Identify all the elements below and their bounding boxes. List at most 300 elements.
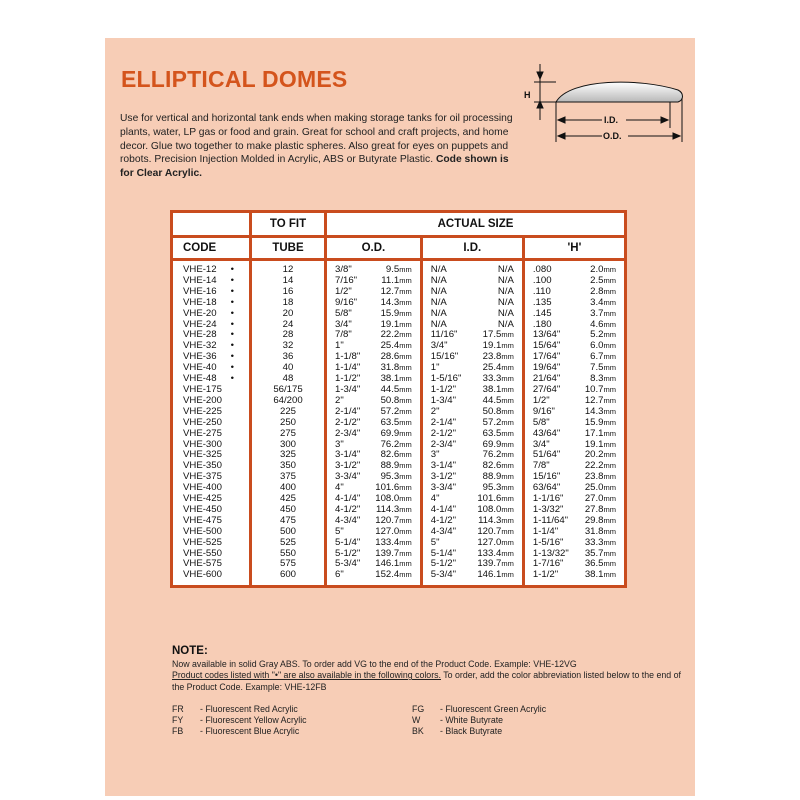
od-fraction-cell bbox=[326, 429, 367, 440]
mm-unit: mm bbox=[399, 439, 412, 449]
od-mm: 108.0 bbox=[375, 493, 400, 505]
id-fraction-cell bbox=[421, 396, 469, 407]
color-list-right bbox=[412, 704, 546, 738]
id-mm: 133.4 bbox=[477, 547, 502, 559]
row-code: VHE-20 bbox=[183, 307, 217, 319]
h-mm: 2.0 bbox=[590, 264, 604, 275]
mm-unit: mm bbox=[501, 515, 514, 525]
mm-unit: mm bbox=[399, 504, 412, 514]
mm-unit: mm bbox=[501, 483, 514, 493]
od-mm: 38.1 bbox=[380, 373, 400, 385]
tube-cell bbox=[251, 570, 326, 586]
id-mm: 95.3 bbox=[482, 482, 502, 494]
id-fraction: N/A bbox=[430, 296, 447, 308]
mm-unit: mm bbox=[399, 319, 412, 329]
row-dot: • bbox=[230, 318, 234, 330]
id-mm: 108.0 bbox=[477, 503, 502, 515]
mm-unit: mm bbox=[501, 384, 514, 394]
od-fraction: 9/16" bbox=[335, 296, 358, 308]
mm-unit: mm bbox=[501, 537, 514, 547]
od-mm: 14.3 bbox=[380, 296, 400, 308]
description-bold-note: Code shown is for Clear Acrylic. bbox=[120, 154, 509, 180]
h-fraction-cell bbox=[523, 450, 577, 461]
od-fraction: 2-3/4" bbox=[335, 427, 361, 439]
od-fraction-cell bbox=[326, 559, 367, 570]
h-fraction: .145 bbox=[532, 307, 552, 319]
od-fraction: 5-1/2" bbox=[335, 547, 361, 559]
mm-unit: mm bbox=[501, 406, 514, 416]
id-mm: 88.9 bbox=[482, 471, 502, 483]
row-code: VHE-14 bbox=[183, 274, 217, 286]
mm-unit: mm bbox=[603, 483, 616, 493]
id-mm: 82.6 bbox=[482, 460, 502, 472]
mm-unit: mm bbox=[399, 548, 412, 558]
h-mm: 31.8 bbox=[584, 525, 604, 537]
table-body bbox=[172, 260, 626, 587]
h-mm: 17.1 bbox=[584, 427, 604, 439]
row-code: VHE-325 bbox=[183, 449, 222, 461]
od-fraction: 3-3/4" bbox=[335, 471, 361, 483]
h-fraction: 1-11/64" bbox=[532, 514, 569, 526]
id-fraction: 2" bbox=[430, 405, 440, 417]
mm-unit: mm bbox=[501, 472, 514, 482]
mm-unit: mm bbox=[399, 352, 412, 362]
row-tube: 16 bbox=[282, 285, 294, 297]
mm-unit: mm bbox=[603, 417, 616, 427]
color-label: - Fluorescent Blue Acrylic bbox=[200, 726, 300, 737]
h-fraction: 3/4" bbox=[532, 438, 550, 450]
mm-unit: mm bbox=[501, 548, 514, 558]
od-mm: 152.4 bbox=[375, 569, 400, 581]
od-mm: 57.2 bbox=[380, 405, 400, 417]
id-fraction: 4-3/4" bbox=[430, 525, 457, 537]
mm-unit: mm bbox=[603, 428, 616, 438]
row-code: VHE-550 bbox=[183, 547, 222, 559]
mm-unit: mm bbox=[399, 374, 412, 384]
id-fraction: 1-5/16" bbox=[430, 373, 462, 385]
tofit-header: TO FIT bbox=[251, 212, 326, 237]
od-mm: 63.5 bbox=[380, 416, 400, 428]
row-dot: • bbox=[230, 373, 234, 385]
row-tube: 425 bbox=[279, 493, 296, 505]
h-fraction-cell bbox=[523, 260, 577, 276]
od-fraction: 3/8" bbox=[335, 264, 352, 275]
row-code: VHE-475 bbox=[183, 514, 222, 526]
id-header: I.D. bbox=[421, 237, 523, 260]
h-mm: 10.7 bbox=[584, 383, 604, 395]
mm-unit: mm bbox=[603, 559, 616, 569]
row-tube: 375 bbox=[279, 471, 296, 483]
mm-unit: mm bbox=[603, 374, 616, 384]
row-code: VHE-600 bbox=[183, 569, 222, 581]
color-option bbox=[412, 726, 546, 737]
row-code: VHE-40 bbox=[183, 362, 217, 374]
id-fraction: 1-1/2" bbox=[430, 383, 457, 395]
mm-unit: mm bbox=[603, 439, 616, 449]
code-header-spacer bbox=[172, 212, 251, 237]
id-fraction-cell bbox=[421, 527, 469, 538]
row-tube: 550 bbox=[279, 547, 296, 559]
od-fraction-cell bbox=[326, 472, 367, 483]
row-tube: 48 bbox=[282, 373, 294, 385]
color-label: - Black Butyrate bbox=[440, 726, 503, 737]
mm-unit: mm bbox=[603, 406, 616, 416]
id-mm-cell bbox=[469, 260, 524, 276]
mm-unit: mm bbox=[603, 265, 616, 274]
row-code: VHE-400 bbox=[183, 482, 222, 494]
h-mm: 2.8 bbox=[590, 285, 604, 297]
mm-unit: mm bbox=[603, 330, 616, 340]
id-mm: 23.8 bbox=[482, 351, 502, 363]
h-mm: 4.6 bbox=[590, 318, 604, 330]
mm-unit: mm bbox=[399, 494, 412, 504]
color-label: - Fluorescent Yellow Acrylic bbox=[200, 715, 307, 726]
od-fraction: 6" bbox=[335, 569, 344, 581]
row-code: VHE-300 bbox=[183, 438, 222, 450]
id-fraction: 3-1/2" bbox=[430, 471, 457, 483]
row-tube: 300 bbox=[279, 438, 296, 450]
color-abbreviation: W bbox=[412, 715, 421, 726]
h-fraction: 9/16" bbox=[532, 405, 555, 417]
od-fraction: 1-1/4" bbox=[335, 362, 361, 374]
h-mm: 23.8 bbox=[584, 471, 604, 483]
od-mm: 44.5 bbox=[380, 383, 400, 395]
h-mm: 6.0 bbox=[590, 340, 604, 352]
mm-unit: mm bbox=[399, 515, 412, 525]
od-fraction: 4-3/4" bbox=[335, 514, 361, 526]
row-tube: 36 bbox=[282, 351, 294, 363]
mm-unit: mm bbox=[501, 395, 514, 405]
id-mm: 76.2 bbox=[482, 449, 502, 461]
h-fraction: 21/64" bbox=[532, 373, 561, 385]
tube-cell bbox=[251, 260, 326, 276]
row-dot: • bbox=[230, 329, 234, 341]
id-fraction: 1-3/4" bbox=[430, 394, 457, 406]
id-mm: 38.1 bbox=[482, 383, 502, 395]
mm-unit: mm bbox=[603, 504, 616, 514]
id-fraction-cell bbox=[421, 440, 469, 451]
h-arrow-top bbox=[537, 72, 543, 79]
od-mm: 88.9 bbox=[380, 460, 400, 472]
row-tube: 450 bbox=[279, 503, 296, 515]
row-tube: 12 bbox=[282, 264, 294, 275]
mm-unit: mm bbox=[501, 363, 514, 373]
row-code: VHE-225 bbox=[183, 405, 222, 417]
id-mm: 114.3 bbox=[478, 514, 502, 526]
color-abbreviation: FB bbox=[172, 726, 184, 737]
od-mm: 25.4 bbox=[380, 340, 400, 352]
id-mm: 17.5 bbox=[482, 329, 502, 341]
row-code: VHE-12 bbox=[183, 264, 217, 275]
mm-unit: mm bbox=[399, 461, 412, 471]
h-fraction-cell bbox=[523, 570, 577, 586]
note-line-colors bbox=[172, 670, 682, 693]
od-fraction-cell bbox=[326, 260, 367, 276]
od-mm: 95.3 bbox=[380, 471, 400, 483]
row-dot: • bbox=[230, 264, 234, 275]
row-code: VHE-175 bbox=[183, 383, 222, 395]
row-tube: 350 bbox=[279, 460, 296, 472]
mm-unit: mm bbox=[501, 374, 514, 384]
od-fraction-cell bbox=[326, 385, 367, 396]
h-fraction: 1-5/16" bbox=[532, 536, 564, 548]
id-mm: 127.0 bbox=[477, 536, 502, 548]
od-mm: 120.7 bbox=[375, 514, 400, 526]
id-mm: 44.5 bbox=[482, 394, 502, 406]
row-tube: 575 bbox=[279, 558, 296, 570]
color-list-left bbox=[172, 704, 307, 738]
od-fraction: 3-1/4" bbox=[335, 449, 361, 461]
mm-unit: mm bbox=[399, 384, 412, 394]
id-mm: N/A bbox=[497, 264, 514, 275]
row-code: VHE-28 bbox=[183, 329, 217, 341]
mm-unit: mm bbox=[603, 450, 616, 460]
h-header: 'H' bbox=[523, 237, 625, 260]
od-mm: 9.5 bbox=[385, 264, 400, 275]
mm-unit: mm bbox=[603, 363, 616, 373]
od-mm: 15.9 bbox=[380, 307, 400, 319]
mm-unit: mm bbox=[399, 275, 412, 285]
id-label: I.D. bbox=[604, 115, 619, 125]
color-abbreviation: FR bbox=[172, 704, 184, 714]
od-header: O.D. bbox=[326, 237, 422, 260]
od-fraction: 3/4" bbox=[335, 318, 352, 330]
od-mm: 82.6 bbox=[380, 449, 400, 461]
mm-unit: mm bbox=[603, 395, 616, 405]
row-dot: • bbox=[230, 307, 234, 319]
od-fraction: 2-1/2" bbox=[335, 416, 361, 428]
mm-unit: mm bbox=[399, 537, 412, 547]
id-fraction: 5-1/4" bbox=[430, 547, 457, 559]
od-fraction: 5-1/4" bbox=[335, 536, 361, 548]
id-fraction: 4" bbox=[430, 493, 440, 505]
mm-unit: mm bbox=[603, 526, 616, 536]
mm-unit: mm bbox=[501, 450, 514, 460]
mm-unit: mm bbox=[501, 526, 514, 536]
od-fraction: 1-1/2" bbox=[335, 373, 361, 385]
id-mm-cell bbox=[469, 276, 524, 287]
id-mm: N/A bbox=[497, 307, 514, 319]
h-fraction: 15/64" bbox=[532, 340, 561, 352]
color-abbreviation: BK bbox=[412, 726, 424, 737]
row-dot: • bbox=[230, 296, 234, 308]
h-fraction: 27/64" bbox=[532, 383, 561, 395]
h-fraction: 13/64" bbox=[532, 329, 561, 341]
id-mm: N/A bbox=[497, 285, 514, 297]
h-fraction: 1-1/2" bbox=[532, 569, 559, 581]
od-mm: 22.2 bbox=[380, 329, 400, 341]
note-title: NOTE: bbox=[172, 645, 208, 657]
id-mm: 50.8 bbox=[482, 405, 502, 417]
row-dot: • bbox=[230, 340, 234, 352]
h-fraction: 1-7/16" bbox=[532, 558, 564, 570]
h-mm: 35.7 bbox=[584, 547, 604, 559]
mm-unit: mm bbox=[603, 384, 616, 394]
id-mm-cell bbox=[469, 309, 524, 320]
id-fraction: 4-1/4" bbox=[430, 503, 457, 515]
id-fraction-cell bbox=[421, 570, 469, 586]
id-fraction: 5-1/2" bbox=[430, 558, 457, 570]
h-fraction: 1-1/4" bbox=[532, 525, 559, 537]
h-fraction: 19/64" bbox=[532, 362, 561, 374]
h-fraction: 63/64" bbox=[532, 482, 561, 494]
id-fraction: N/A bbox=[430, 285, 447, 297]
code-cell bbox=[172, 570, 251, 586]
dome-dimension-diagram bbox=[520, 50, 690, 160]
mm-unit: mm bbox=[603, 537, 616, 547]
mm-unit: mm bbox=[399, 363, 412, 373]
row-code: VHE-32 bbox=[183, 340, 217, 352]
mm-unit: mm bbox=[603, 472, 616, 482]
row-tube: 40 bbox=[282, 362, 294, 374]
id-fraction: 2-1/2" bbox=[430, 427, 457, 439]
od-mm: 50.8 bbox=[380, 394, 400, 406]
id-fraction: 3-1/4" bbox=[430, 460, 457, 472]
row-tube: 225 bbox=[279, 405, 296, 417]
row-dot: • bbox=[230, 274, 234, 286]
h-mm: 38.1 bbox=[584, 569, 604, 581]
mm-unit: mm bbox=[399, 341, 412, 351]
od-fraction: 3-1/2" bbox=[335, 460, 361, 472]
row-code: VHE-375 bbox=[183, 471, 222, 483]
row-tube: 18 bbox=[282, 296, 294, 308]
color-option bbox=[412, 704, 546, 715]
h-mm: 27.0 bbox=[584, 493, 604, 505]
note-underlined-text: Product codes listed with "•" are also available in the following colors. bbox=[172, 670, 441, 681]
od-fraction: 2-1/4" bbox=[335, 405, 361, 417]
id-mm: 25.4 bbox=[482, 362, 502, 374]
row-code: VHE-350 bbox=[183, 460, 222, 472]
h-fraction: .180 bbox=[532, 318, 552, 330]
h-fraction: 1-1/16" bbox=[532, 493, 564, 505]
od-fraction: 4-1/2" bbox=[335, 503, 361, 515]
od-fraction: 1-1/8" bbox=[335, 351, 361, 363]
od-fraction-cell bbox=[326, 330, 367, 341]
od-mm: 76.2 bbox=[380, 438, 400, 450]
color-label: - Fluorescent Green Acrylic bbox=[440, 704, 547, 714]
h-fraction: .080 bbox=[532, 264, 552, 275]
row-tube: 600 bbox=[279, 569, 296, 581]
id-mm: 33.3 bbox=[482, 373, 502, 385]
od-mm: 19.1 bbox=[380, 318, 400, 330]
row-tube: 28 bbox=[282, 329, 294, 341]
mm-unit: mm bbox=[501, 428, 514, 438]
id-fraction: N/A bbox=[430, 264, 447, 275]
table-row bbox=[172, 570, 626, 586]
id-mm: 63.5 bbox=[482, 427, 502, 439]
h-mm: 25.0 bbox=[584, 482, 604, 494]
id-mm: 69.9 bbox=[482, 438, 502, 450]
mm-unit: mm bbox=[399, 297, 412, 307]
mm-unit: mm bbox=[501, 494, 514, 504]
h-mm: 3.4 bbox=[590, 296, 604, 308]
row-tube: 475 bbox=[279, 514, 296, 526]
mm-unit: mm bbox=[603, 494, 616, 504]
mm-unit: mm bbox=[603, 515, 616, 525]
id-mm: 120.7 bbox=[477, 525, 502, 537]
h-fraction: 51/64" bbox=[532, 449, 561, 461]
id-fraction: 11/16" bbox=[430, 329, 458, 341]
row-dot: • bbox=[230, 285, 234, 297]
od-mm: 69.9 bbox=[380, 427, 400, 439]
od-fraction: 5-3/4" bbox=[335, 558, 361, 570]
mm-unit: mm bbox=[501, 330, 514, 340]
id-mm: N/A bbox=[497, 296, 514, 308]
od-mm: 139.7 bbox=[375, 547, 400, 559]
h-mm: 3.7 bbox=[590, 307, 604, 319]
catalog-sheet bbox=[105, 38, 695, 796]
od-fraction: 4" bbox=[335, 482, 344, 494]
id-fraction-cell bbox=[421, 352, 469, 363]
mm-unit: mm bbox=[603, 319, 616, 329]
id-fraction: 4-1/2" bbox=[430, 514, 457, 526]
mm-unit: mm bbox=[399, 570, 412, 580]
dome-shape bbox=[556, 82, 683, 102]
mm-unit: mm bbox=[501, 352, 514, 362]
row-code: VHE-24 bbox=[183, 318, 217, 330]
id-mm: 57.2 bbox=[482, 416, 502, 428]
mm-unit: mm bbox=[399, 559, 412, 569]
mm-unit: mm bbox=[399, 395, 412, 405]
od-mm: 31.8 bbox=[380, 362, 400, 374]
mm-unit: mm bbox=[603, 548, 616, 558]
row-code: VHE-250 bbox=[183, 416, 222, 428]
od-mm: 28.6 bbox=[380, 351, 400, 363]
row-tube: 32 bbox=[282, 340, 294, 352]
mm-unit: mm bbox=[399, 472, 412, 482]
id-fraction: N/A bbox=[430, 318, 447, 330]
id-fraction: 5" bbox=[430, 536, 440, 548]
row-tube: 56/175 bbox=[273, 383, 303, 395]
mm-unit: mm bbox=[501, 461, 514, 471]
h-label: H bbox=[524, 90, 531, 100]
description-text: Use for vertical and horizontal tank ends when making storage tanks for oil processing plants, water, LP gas or food and grain. Great for school and craft projects, and home decor. Glue two together to make plastic spheres. Also great for eyes on puppets and robots. Precision Injection Molded in Acrylic, ABS or Butyrate Plastic. bbox=[120, 113, 513, 166]
h-mm: 20.2 bbox=[584, 449, 604, 461]
od-fraction-cell bbox=[326, 516, 367, 527]
h-mm-cell bbox=[577, 570, 625, 586]
id-fraction-cell bbox=[421, 483, 469, 494]
color-label: - White Butyrate bbox=[440, 715, 504, 726]
id-mm: 139.7 bbox=[477, 558, 502, 570]
row-dot: • bbox=[230, 362, 234, 374]
color-option bbox=[412, 715, 546, 726]
mm-unit: mm bbox=[399, 526, 412, 536]
od-label: O.D. bbox=[603, 131, 622, 141]
mm-unit: mm bbox=[603, 308, 616, 318]
mm-unit: mm bbox=[501, 570, 514, 580]
row-code: VHE-500 bbox=[183, 525, 222, 537]
od-fraction: 1" bbox=[335, 340, 344, 352]
od-mm: 12.7 bbox=[380, 285, 400, 297]
row-tube: 24 bbox=[282, 318, 294, 330]
od-mm-cell bbox=[367, 570, 422, 586]
od-fraction-cell bbox=[326, 570, 367, 586]
h-fraction: .135 bbox=[532, 296, 552, 308]
h-fraction: 1-13/32" bbox=[532, 547, 569, 559]
h-mm: 5.2 bbox=[590, 329, 604, 341]
mm-unit: mm bbox=[399, 286, 412, 296]
mm-unit: mm bbox=[399, 265, 412, 274]
mm-unit: mm bbox=[603, 286, 616, 296]
id-mm: N/A bbox=[497, 318, 514, 330]
mm-unit: mm bbox=[501, 341, 514, 351]
od-mm: 114.3 bbox=[375, 503, 400, 515]
row-tube: 500 bbox=[279, 525, 296, 537]
h-fraction: 7/8" bbox=[532, 460, 550, 472]
od-mm-cell bbox=[367, 260, 422, 276]
row-tube: 64/200 bbox=[273, 394, 303, 406]
od-fraction: 1-3/4" bbox=[335, 383, 361, 395]
